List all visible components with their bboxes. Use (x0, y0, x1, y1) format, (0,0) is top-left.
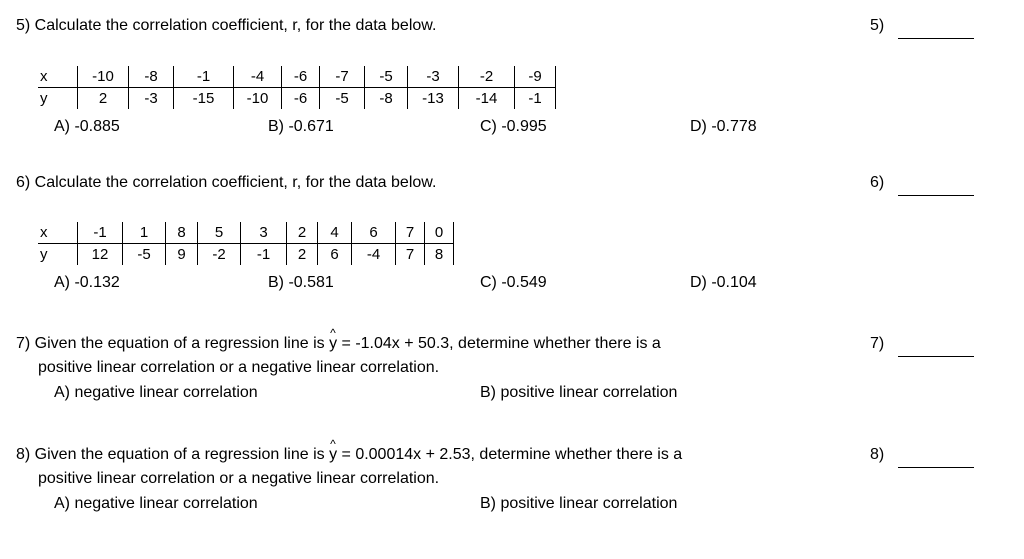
q7-choice-b[interactable]: B) positive linear correlation (480, 384, 678, 401)
q6-choice-b[interactable]: B) -0.581 (268, 274, 334, 291)
q6-choice-d[interactable]: D) -0.104 (690, 274, 757, 291)
table-cell: -13 (408, 88, 459, 110)
q8-answer-number: 8) (870, 446, 885, 463)
y-hat-symbol: ^ y (329, 332, 337, 356)
q8-prompt-start: 8) Given the equation of a regression line is (16, 446, 330, 463)
q6-x-label: x (38, 222, 78, 244)
table-cell: -6 (282, 88, 320, 110)
q8-answer-blank[interactable] (898, 467, 974, 468)
q5-data-table (38, 66, 556, 109)
table-cell: 7 (396, 222, 425, 244)
q6-answer-blank[interactable] (898, 195, 974, 196)
table-cell: 8 (166, 222, 198, 244)
q7-answer-number: 7) (870, 335, 885, 352)
q6-choice-c[interactable]: C) -0.549 (480, 274, 547, 291)
q7-prompt-line2: positive linear correlation or a negative linear correlation. (38, 359, 440, 376)
q7-answer-blank[interactable] (898, 356, 974, 357)
q5-choice-a[interactable]: A) -0.885 (54, 118, 120, 135)
q6-data-table (38, 222, 454, 265)
table-cell: -8 (365, 88, 408, 110)
q8-prompt (16, 443, 682, 467)
q5-y-row (38, 88, 556, 110)
q6-prompt: 6) Calculate the correlation coefficient, r, for the data below. (16, 174, 437, 191)
table-cell: -1 (174, 66, 234, 88)
q7-choice-a[interactable]: A) negative linear correlation (54, 384, 258, 401)
table-cell: -2 (459, 66, 515, 88)
q5-x-row (38, 66, 556, 88)
table-cell: -14 (459, 88, 515, 110)
table-cell: 8 (425, 244, 454, 266)
q6-x-row (38, 222, 454, 244)
table-cell: 0 (425, 222, 454, 244)
table-cell: 6 (318, 244, 352, 266)
q8-choice-a[interactable]: A) negative linear correlation (54, 495, 258, 512)
table-cell: -4 (234, 66, 282, 88)
q8-prompt-end: = 0.00014x + 2.53, determine whether there is a (337, 446, 683, 463)
q8-choice-b[interactable]: B) positive linear correlation (480, 495, 678, 512)
table-cell: 12 (78, 244, 123, 266)
q7-prompt-start: 7) Given the equation of a regression line is (16, 335, 330, 352)
table-cell: 2 (287, 222, 318, 244)
table-cell: -15 (174, 88, 234, 110)
q5-choice-d[interactable]: D) -0.778 (690, 118, 757, 135)
q6-choice-a[interactable]: A) -0.132 (54, 274, 120, 291)
q6-y-row (38, 244, 454, 266)
table-cell: 2 (78, 88, 129, 110)
q5-y-label: y (40, 90, 48, 107)
table-cell: 7 (396, 244, 425, 266)
table-cell: -1 (78, 222, 123, 244)
table-cell: -9 (515, 66, 556, 88)
table-cell: -5 (123, 244, 166, 266)
q8-prompt-line2: positive linear correlation or a negative linear correlation. (38, 470, 440, 487)
q7-prompt (16, 332, 661, 356)
q5-prompt: 5) Calculate the correlation coefficient, r, for the data below. (16, 17, 437, 34)
q5-answer-number: 5) (870, 17, 885, 34)
table-cell: -4 (352, 244, 396, 266)
table-cell: -3 (129, 88, 174, 110)
table-cell: 5 (198, 222, 241, 244)
table-cell: -3 (408, 66, 459, 88)
table-cell: 6 (352, 222, 396, 244)
q5-x-label: x (38, 66, 78, 88)
table-cell: -10 (78, 66, 129, 88)
table-cell: -2 (198, 244, 241, 266)
table-cell: 9 (166, 244, 198, 266)
table-cell: -8 (129, 66, 174, 88)
q6-y-label: y (40, 246, 48, 263)
table-cell: -6 (282, 66, 320, 88)
table-cell: -1 (515, 88, 556, 110)
table-cell: 4 (318, 222, 352, 244)
table-cell: -1 (241, 244, 287, 266)
table-cell: -7 (320, 66, 365, 88)
table-cell: 1 (123, 222, 166, 244)
table-cell: -5 (320, 88, 365, 110)
q7-prompt-end: = -1.04x + 50.3, determine whether there is a (337, 335, 661, 352)
y-hat-symbol: ^ y (329, 443, 337, 467)
q6-answer-number: 6) (870, 174, 885, 191)
q5-choice-c[interactable]: C) -0.995 (480, 118, 547, 135)
table-cell: -5 (365, 66, 408, 88)
q5-answer-blank[interactable] (898, 38, 974, 39)
table-cell: 2 (287, 244, 318, 266)
table-cell: 3 (241, 222, 287, 244)
q5-choice-b[interactable]: B) -0.671 (268, 118, 334, 135)
table-cell: -10 (234, 88, 282, 110)
